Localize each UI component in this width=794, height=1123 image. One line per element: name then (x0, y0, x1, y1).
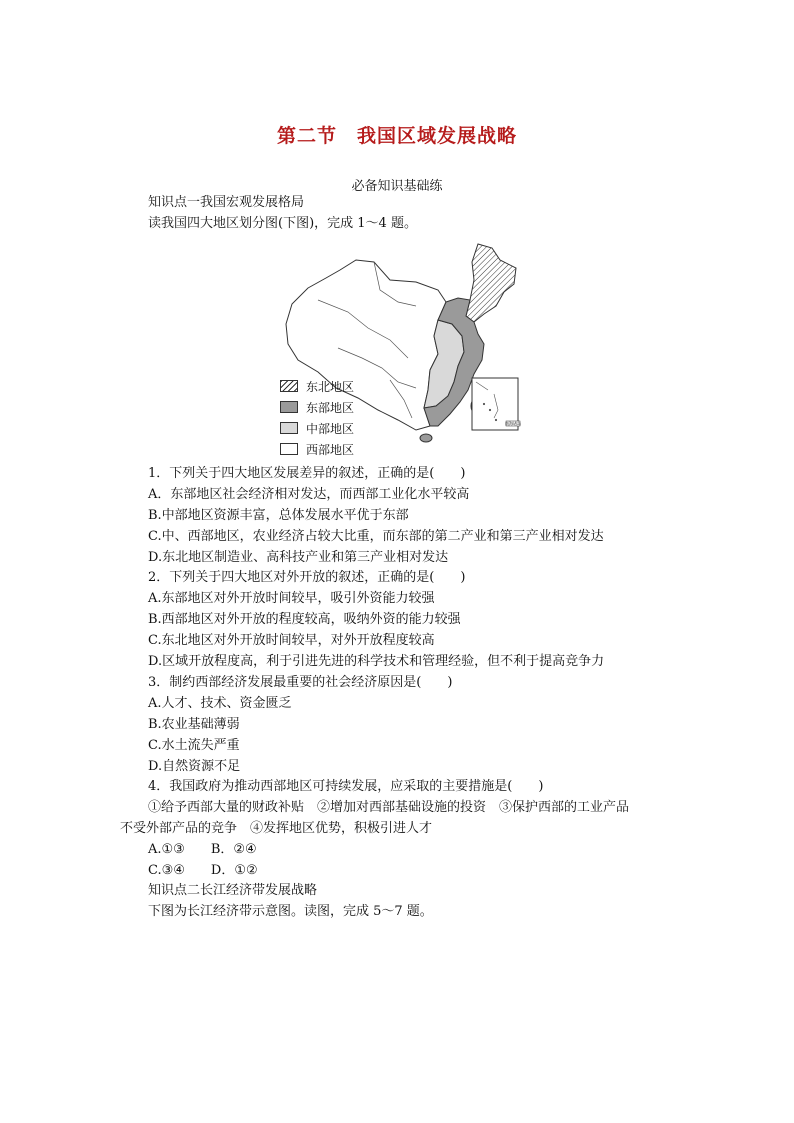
light-gray-swatch (280, 422, 298, 434)
q4-options-ab: A.①③ B．②④ (148, 842, 257, 857)
q1-stem: 1．下列关于四大地区发展差异的叙述，正确的是( ) (148, 466, 466, 481)
q2-option-a: A.东部地区对外开放时间较早，吸引外资能力较强 (148, 591, 435, 606)
legend-label: 东北地区 (306, 379, 355, 394)
section2-intro: 下图为长江经济带示意图。读图，完成 5～7 题。 (148, 904, 433, 919)
section2-heading: 知识点二长江经济带发展战略 (148, 883, 318, 898)
q1-option-c: C.中、西部地区，农业经济占较大比重，而东部的第二产业和第三产业相对发达 (148, 529, 604, 544)
legend-item-east (280, 399, 354, 415)
page-title: 第二节 我国区域发展战略 (276, 125, 517, 147)
q1-option-b: B.中部地区资源丰富，总体发展水平优于东部 (148, 508, 409, 523)
q4-statements-line1: ①给予西部大量的财政补贴 ②增加对西部基础设施的投资 ③保护西部的工业产品 (148, 800, 630, 815)
section1-intro: 读我国四大地区划分图(下图)，完成 1～4 题。 (148, 216, 417, 231)
section1-heading: 知识点一我国宏观发展格局 (148, 195, 305, 210)
dark-gray-swatch (280, 401, 298, 413)
q3-option-d: D.自然资源不足 (148, 759, 241, 774)
section-subtitle: 必备知识基础练 (351, 179, 443, 194)
northeast-region (466, 244, 516, 322)
q2-option-b: B.西部地区对外开放的程度较高，吸纳外资的能力较强 (148, 612, 461, 627)
q3-option-b: B.农业基础薄弱 (148, 717, 240, 732)
q4-options-cd: C.③④ D．①② (148, 863, 258, 878)
legend-item-west (280, 441, 354, 457)
hatch-swatch (280, 380, 298, 392)
q2-option-c: C.东北地区对外开放时间较早，对外开放程度较高 (148, 633, 435, 648)
white-swatch (280, 443, 298, 455)
q3-stem: 3．制约西部经济发展最重要的社会经济原因是( ) (148, 675, 453, 690)
q1-option-a: A．东部地区社会经济相对发达，而西部工业化水平较高 (148, 487, 470, 502)
q3-option-c: C.水土流失严重 (148, 738, 240, 753)
legend-label: 中部地区 (306, 421, 355, 436)
legend-item-central (280, 420, 354, 436)
hainan-island (420, 434, 432, 442)
q4-stem: 4．我国政府为推动西部地区可持续发展，应采取的主要措施是( ) (148, 779, 544, 794)
q4-statements-line2: 不受外部产品的竞争 ④发挥地区优势，积极引进人才 (120, 821, 433, 836)
inset-label: 南海诸岛 (505, 421, 521, 426)
legend-label: 东部地区 (306, 400, 355, 415)
q2-option-d: D.区域开放程度高，利于引进先进的科学技术和管理经验，但不利于提高竞争力 (148, 654, 605, 669)
q1-option-d: D.东北地区制造业、高科技产业和第三产业相对发达 (148, 550, 449, 565)
legend-item-northeast (280, 378, 354, 394)
q2-stem: 2．下列关于四大地区对外开放的叙述，正确的是( ) (148, 570, 466, 585)
legend-label: 西部地区 (306, 442, 355, 457)
q3-option-a: A.人才、技术、资金匮乏 (148, 696, 292, 711)
